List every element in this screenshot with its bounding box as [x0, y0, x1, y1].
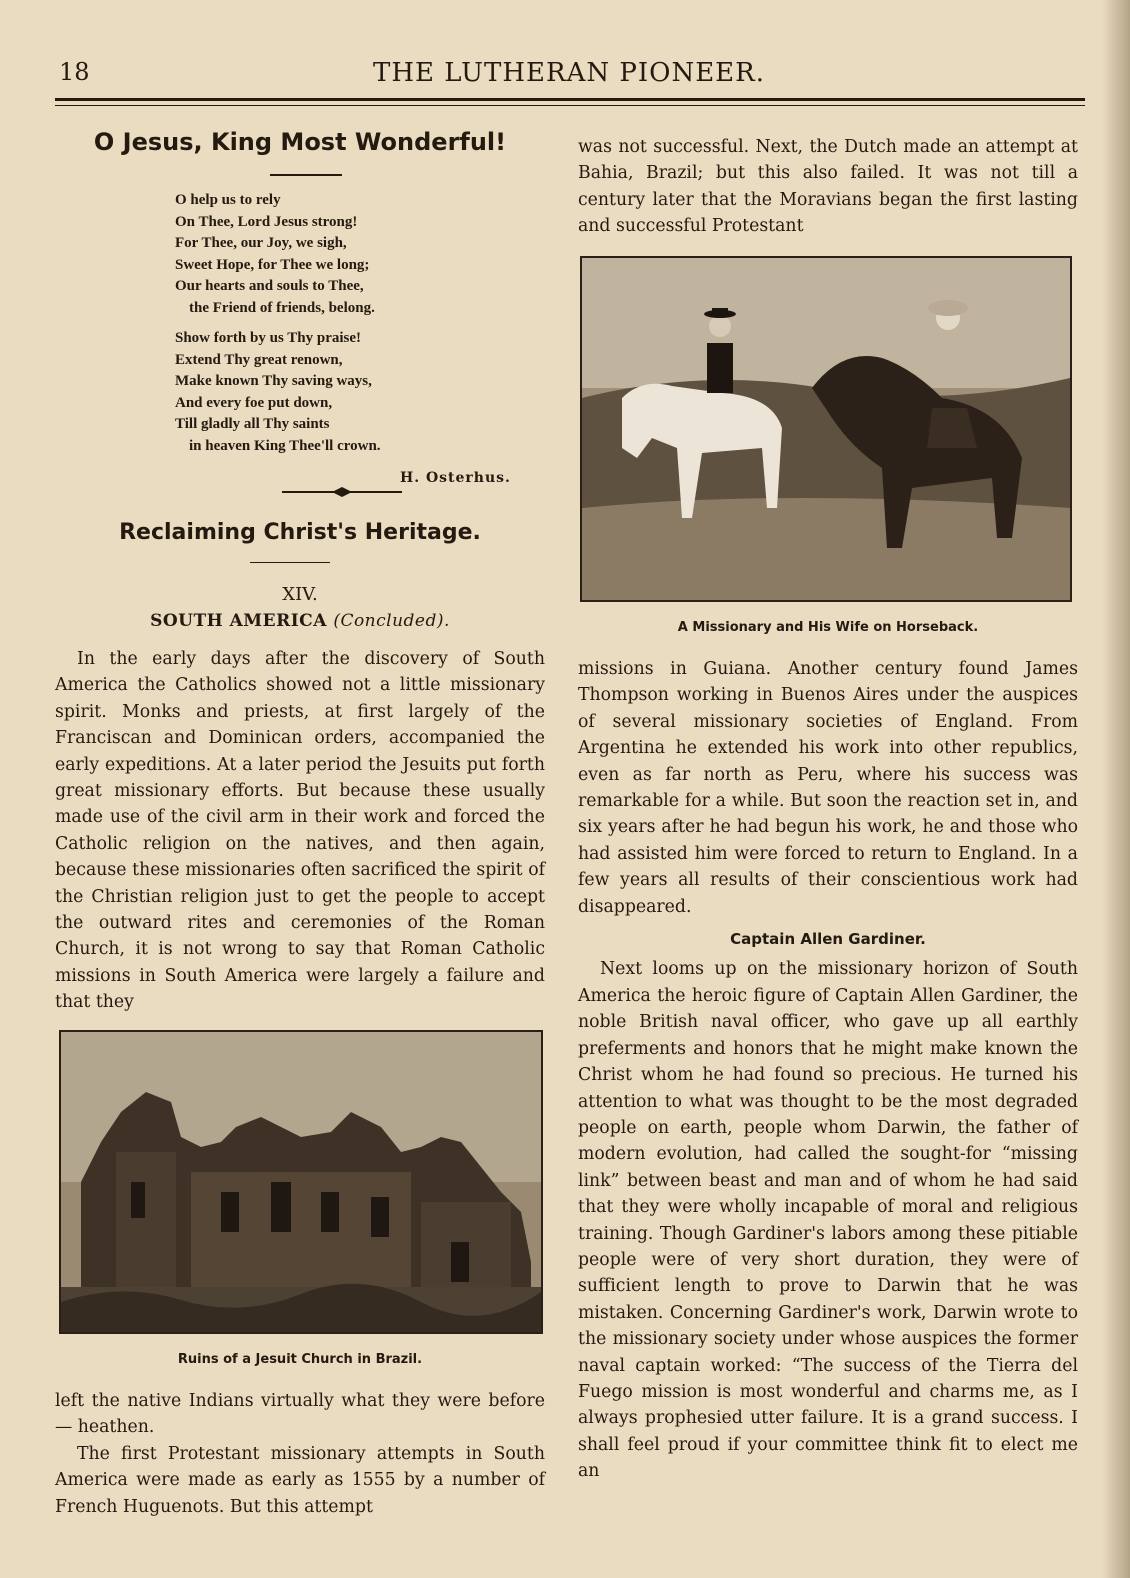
poem-line: Extend Thy great renown,	[175, 351, 343, 368]
page-header	[55, 52, 1083, 92]
poem	[175, 190, 555, 466]
horseback-image	[582, 258, 1070, 600]
poem-line: in heaven King Thee'll crown.	[189, 437, 381, 454]
poem-line: Make known Thy saving ways,	[175, 373, 372, 389]
section-heading	[55, 611, 545, 631]
paragraph: missions in Guiana. Another century found James Thompson working in Buenos Aires under the auspices of several missionary societies of England. From Argentina he extended his work into other republics, even as far north as Peru, where his success was remarkable for a while. But soon the reaction set in, and six years after he had begun his work, he and those who had assisted him were forced to return to England. In a few years all results of their conscientious work had disappeared.	[578, 659, 1078, 917]
page-edge-shadow	[1102, 0, 1130, 1578]
article-title-divider	[250, 562, 330, 563]
poem-line: Our hearts and souls to Thee,	[175, 278, 364, 294]
poem-line: the Friend of friends, belong.	[189, 299, 375, 316]
paragraph: Next looms up on the missionary horizon of South America the heroic figure of Captain Allen Gardiner, the noble British naval officer, who gave up all earthly preferments and honors that he might make known the Christ whom he had found so precious. He turned his attention to what was thought to be the most degraded people on earth, people whom Darwin, the father of modern evolution, had called the sought-for “missing link” between beast and man and of whom he had said that they were wholly incapable of moral and religious training. Though Gardiner's labors among these pitiable people were of very short duration, they were of sufficient length to prove to Darwin that he was mistaken. Concerning Gardiner's work, Darwin wrote to the missionary society under whose auspices the former naval captain worked: “The success of the Tierra del Fuego mission is most wonderful and charms me, as I always prophesied utter failure. It is a grand success. I shall feel proud if your committee think fit to elect me an	[578, 959, 1078, 1482]
photo-caption: Ruins of a Jesuit Church in Brazil.	[177, 1352, 423, 1367]
poem-line: For Thee, our Joy, we sigh,	[175, 235, 347, 251]
poem-line: Till gladly all Thy saints	[175, 416, 330, 432]
poem-line: Sweet Hope, for Thee we long;	[175, 256, 370, 273]
subheading: Captain Allen Gardiner.	[730, 930, 926, 949]
left-column-lower	[55, 1388, 545, 1520]
ornament-divider-icon	[282, 484, 402, 500]
church-ruins-image	[61, 1032, 541, 1332]
section-heading-note: (Concluded).	[333, 611, 450, 631]
photo-caption: A Missionary and His Wife on Horseback.	[677, 620, 979, 635]
poem-stanza-2	[175, 328, 555, 457]
title-divider	[270, 174, 342, 176]
right-column-lower	[578, 656, 1078, 1485]
paragraph: The first Protestant missionary attempts in South America were made as early as 1555 by a number of French Huguenots. But this attempt	[55, 1443, 545, 1517]
poem-stanza-1	[175, 190, 555, 319]
poem-author: H. Osterhus.	[400, 470, 511, 486]
right-column-upper	[578, 134, 1078, 240]
paragraph: In the early days after the discovery of South America the Catholics showed not a little missionary spirit. Monks and priests, at first largely of the Franciscan and Dominican orders, accompanied the early expeditions. At a later period the Jesuits put forth great missionary efforts. But because these usually made use of the civil arm in their work and forced the Catholic religion on the natives, and then again, because these missionaries often sacrificed the spirit of the Christian religion just to get the people to accept the outward rites and ceremonies of the Roman Church, it is not wrong to say that Roman Catholic missions in South America were largely a failure and that they	[55, 649, 545, 1013]
header-rule-thin	[55, 105, 1085, 106]
article-numeral: XIV.	[282, 584, 318, 605]
section-heading-text: SOUTH AMERICA	[150, 611, 327, 631]
header-rule	[55, 98, 1085, 101]
paragraph: was not successful. Next, the Dutch made an attempt at Bahia, Brazil; but this also failed. It was not till a century later that the Moravians began the first lasting and successful Protestant	[578, 137, 1078, 237]
photo-jesuit-church-ruins	[59, 1030, 543, 1334]
running-title: THE LUTHERAN PIONEER.	[372, 58, 765, 88]
poem-line: O help us to rely	[175, 192, 281, 208]
poem-line: And every foe put down,	[175, 394, 333, 411]
poem-line: On Thee, Lord Jesus strong!	[175, 213, 358, 230]
article-title: Reclaiming Christ's Heritage.	[119, 520, 481, 545]
hymn-title: O Jesus, King Most Wonderful!	[93, 128, 507, 156]
page-number: 18	[59, 58, 90, 86]
poem-line: Show forth by us Thy praise!	[175, 330, 362, 346]
photo-missionary-horseback	[580, 256, 1072, 602]
left-column-upper	[55, 646, 545, 1016]
paragraph: left the native Indians virtually what they were before — heathen.	[55, 1391, 545, 1438]
